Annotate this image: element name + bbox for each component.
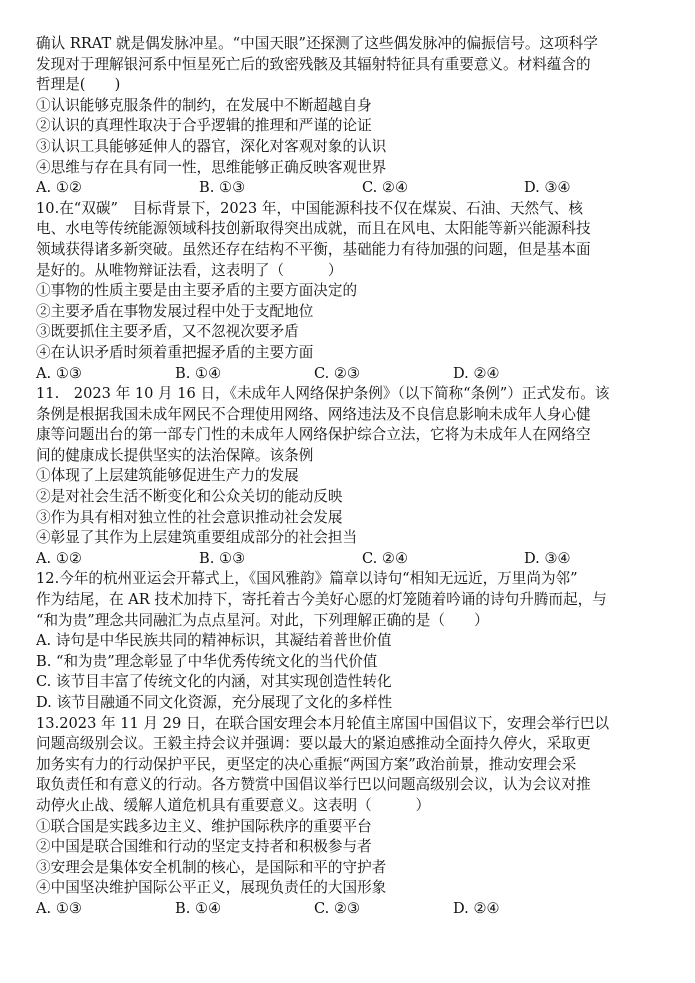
question-12-option-c[interactable]: C. 该节目丰富了传统文化的内涵，对其实现创造性转化 — [36, 673, 392, 691]
question-10-item-4: ④在认识矛盾时须着重把握矛盾的主要方面 — [36, 343, 314, 361]
question-10-option-b[interactable]: B. ①④ — [175, 364, 222, 382]
question-10-stem-line: 是好的。从唯物辩证法看，这表明了（ ） — [36, 261, 343, 279]
question-13-stem-line: 加务实有力的行动保护平民，更坚定的决心重振“两国方案”政治前景，推动安理会采 — [36, 755, 577, 773]
question-13-option-a[interactable]: A. ①③ — [36, 899, 82, 917]
question-9-option-a[interactable]: A. ①② — [36, 179, 82, 197]
question-9-item-3: ③认识工具能够延伸人的器官，深化对客观对象的认识 — [36, 137, 387, 155]
question-11 — [36, 384, 668, 569]
question-10-item-2: ②主要矛盾在事物发展过程中处于支配地位 — [36, 302, 314, 320]
question-13-options — [36, 899, 668, 920]
question-11-item-3: ③作为具有相对独立性的社会意识推动社会发展 — [36, 508, 343, 526]
question-11-stem-line: 康等问题出台的第一部专门性的未成年人网络保护综合立法，它将为未成年人在网络空 — [36, 426, 591, 444]
question-12 — [36, 569, 668, 713]
question-13-stem-line: 动停火止战、缓解人道危机具有重要意义。这表明（ ） — [36, 796, 431, 814]
question-9-stem-line: 确认 RRAT 就是偶发脉冲星。“中国天眼”还探测了这些偶发脉冲的偏振信号。这项科学 — [36, 35, 598, 52]
question-13-option-d[interactable]: D. ②④ — [453, 899, 500, 917]
question-13-stem-line: 取负责任和有意义的行动。各方赞赏中国倡议举行巴以问题高级别会议，认为会议对推 — [36, 776, 591, 794]
question-9-options — [36, 178, 668, 199]
question-10-stem-line: 10.在“双碳” 目标背景下，2023 年，中国能源科技不仅在煤炭、石油、天然气、核 — [36, 199, 583, 217]
question-11-option-a[interactable]: A. ①② — [36, 549, 82, 567]
question-12-option-d[interactable]: D. 该节目融通不同文化资源，充分展现了文化的多样性 — [36, 694, 393, 711]
question-13-item-3: ③安理会是集体安全机制的核心，是国际和平的守护者 — [36, 858, 387, 876]
question-11-option-b[interactable]: B. ①③ — [199, 549, 246, 567]
question-9-stem-line: 哲理是( ) — [36, 76, 121, 94]
question-11-item-2: ②是对社会生活不断变化和公众关切的能动反映 — [36, 488, 343, 506]
question-13-item-2: ②中国是联合国维和行动的坚定支持者和积极参与者 — [36, 838, 372, 856]
question-12-option-b[interactable]: B. “和为贵”理念彰显了中华优秀传统文化的当代价值 — [36, 652, 378, 670]
question-11-item-4: ④彰显了其作为上层建筑重要组成部分的社会担当 — [36, 529, 358, 547]
question-9-option-b[interactable]: B. ①③ — [199, 179, 246, 197]
question-11-stem-line: 间的健康成长提供坚实的法治保障。该条例 — [36, 446, 314, 464]
question-9-stem-line: 发现对于理解银河系中恒星死亡后的致密残骸及其辐射特征具有重要意义。材料蕴含的 — [36, 55, 591, 73]
question-12-stem-line: 12.今年的杭州亚运会开幕式上，《国风雅韵》篇章以诗句“相知无远近，万里尚为邻” — [36, 570, 578, 588]
question-9-option-d[interactable]: D. ③④ — [524, 179, 571, 197]
exam-page — [36, 34, 668, 920]
question-12-stem-line: “和为贵”理念共同融汇为点点星河。对此，下列理解正确的是（ ） — [36, 611, 489, 629]
question-9 — [36, 34, 668, 199]
question-9-option-c[interactable]: C. ②④ — [362, 179, 409, 197]
question-12-stem-line: 作为结尾，在 AR 技术加持下，寄托着古今美好心愿的灯笼随着吟诵的诗句升腾而起，与 — [36, 591, 607, 609]
question-12-option-a[interactable]: A. 诗句是中华民族共同的精神标识，其凝结着普世价值 — [36, 632, 392, 650]
question-9-item-1: ①认识能够克服条件的制约，在发展中不断超越自身 — [36, 96, 372, 114]
question-10-option-c[interactable]: C. ②③ — [314, 364, 361, 382]
question-13-stem-line: 问题高级别会议。王毅主持会议并强调：要以最大的紧迫感推动全面持久停火，采取更 — [36, 735, 591, 753]
question-10-stem-line: 领域获得诸多新突破。虽然还存在结构不平衡，基础能力有待加强的问题，但是基本面 — [36, 240, 591, 258]
question-11-item-1: ①体现了上层建筑能够促进生产力的发展 — [36, 467, 299, 485]
question-9-item-2: ②认识的真理性取决于合乎逻辑的推理和严谨的论证 — [36, 117, 372, 135]
question-10-option-d[interactable]: D. ②④ — [453, 364, 500, 382]
question-11-stem-line: 条例是根据我国未成年网民不合理使用网络、网络违法及不良信息影响未成年人身心健 — [36, 405, 591, 423]
question-10-item-3: ③既要抓住主要矛盾，又不忽视次要矛盾 — [36, 323, 299, 341]
question-13-option-c[interactable]: C. ②③ — [314, 899, 361, 917]
question-13-stem-line: 13.2023 年 11 月 29 日，在联合国安理会本月轮值主席国中国倡议下，安理会举行巴以 — [36, 714, 610, 732]
question-11-option-d[interactable]: D. ③④ — [524, 549, 571, 567]
question-10-stem-line: 电、水电等传统能源领域科技创新取得突出成就，而且在风电、太阳能等新兴能源科技 — [36, 220, 591, 238]
question-13-item-4: ④中国坚决维护国际公平正义，展现负责任的大国形象 — [36, 879, 387, 897]
question-10 — [36, 199, 668, 384]
question-10-option-a[interactable]: A. ①③ — [36, 364, 82, 382]
question-11-stem-line: 11. 2023 年 10 月 16 日，《未成年人网络保护条例》（以下简称“条例”）正式发布。该 — [36, 385, 610, 403]
question-9-item-4: ④思维与存在具有同一性，思维能够正确反映客观世界 — [36, 158, 387, 176]
question-11-option-c[interactable]: C. ②④ — [362, 549, 409, 567]
question-13-item-1: ①联合国是实践多边主义、维护国际秩序的重要平台 — [36, 817, 372, 835]
question-10-options — [36, 364, 668, 385]
question-11-options — [36, 549, 668, 570]
question-13-option-b[interactable]: B. ①④ — [175, 899, 222, 917]
question-10-item-1: ①事物的性质主要是由主要矛盾的主要方面决定的 — [36, 282, 358, 300]
question-13 — [36, 714, 668, 920]
